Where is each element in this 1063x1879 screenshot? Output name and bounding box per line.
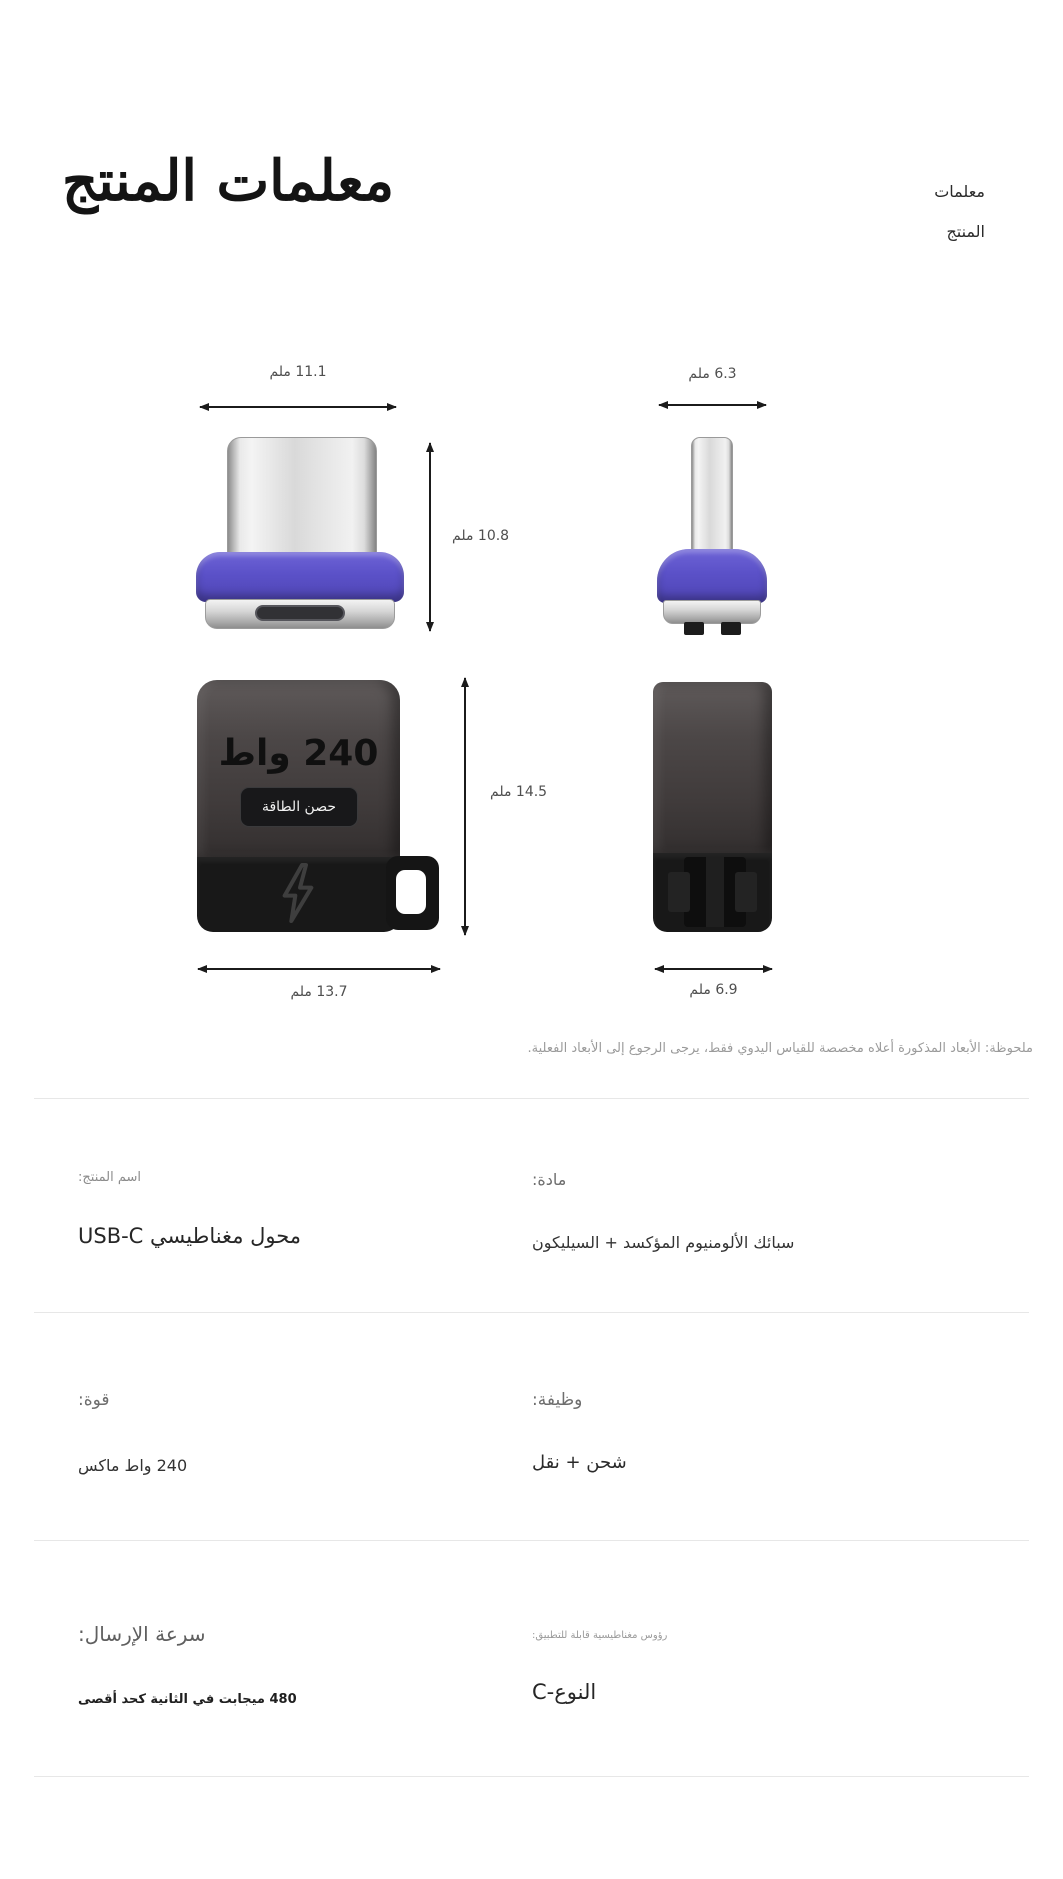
adapter-side-connector-tab-left	[668, 872, 690, 912]
plug-height-dim-label: 10.8 ملم	[452, 528, 510, 544]
spec-value-transfer-speed: 480 ميجابت في الثانية كحد أقصى	[78, 1692, 297, 1707]
page-subtitle-line1: معلمات	[934, 182, 985, 201]
spec-label-magnetic-heads: رؤوس مغناطيسية قابلة للتطبيق:	[532, 1630, 668, 1641]
spec-label-product-name: اسم المنتج:	[78, 1170, 141, 1185]
divider-1	[34, 1098, 1029, 1099]
plug-side-width-arrow-icon	[659, 404, 766, 406]
plug-width-arrow-icon	[200, 406, 396, 408]
divider-4	[34, 1776, 1029, 1777]
spec-label-power: قوة:	[78, 1390, 110, 1410]
plug-front-silicone-base	[196, 552, 404, 602]
plug-side-silicone-base	[657, 549, 767, 603]
spec-label-function: وظيفة:	[532, 1390, 583, 1410]
adapter-side-width-arrow-icon	[655, 968, 772, 970]
plug-front-port-slot	[255, 605, 345, 621]
spec-value-function: شحن + نقل	[532, 1452, 627, 1473]
adapter-wattage-text: 240 واط	[218, 733, 379, 774]
adapter-side-width-dim-label: 6.9 ملم	[689, 982, 738, 998]
dimension-note: ملحوظة: الأبعاد المذكورة أعلاه مخصصة للقياس اليدوي فقط، يرجى الرجوع إلى الأبعاد الفعلية.	[527, 1041, 1033, 1056]
spec-value-magnetic-heads: النوع-C	[532, 1680, 597, 1704]
adapter-side-connector-center	[706, 857, 724, 927]
page-subtitle	[934, 172, 985, 252]
page-title: معلمات المنتج	[62, 148, 395, 214]
spec-label-material: مادة:	[532, 1170, 567, 1189]
plug-side-base-plate	[663, 600, 761, 624]
plug-width-dim-label: 11.1 ملم	[269, 364, 327, 380]
adapter-power-badge: حصن الطاقة	[240, 787, 358, 827]
plug-side-metal-pin	[691, 437, 733, 553]
divider-3	[34, 1540, 1029, 1541]
plug-height-arrow-icon	[429, 443, 431, 631]
page-subtitle-line2: المنتج	[946, 222, 985, 241]
adapter-side-connector-tab-right	[735, 872, 757, 912]
adapter-keychain-hole	[396, 870, 426, 914]
spec-value-product-name: محول مغناطيسي USB-C	[78, 1224, 302, 1248]
adapter-width-arrow-icon	[198, 968, 440, 970]
adapter-width-dim-label: 13.7 ملم	[290, 984, 348, 1000]
spec-label-transfer-speed: سرعة الإرسال:	[78, 1622, 206, 1646]
spec-value-power: 240 واط ماكس	[78, 1456, 188, 1475]
adapter-side-body	[653, 682, 772, 853]
lightning-bolt-icon	[278, 861, 318, 925]
plug-side-foot-right	[721, 622, 741, 635]
plug-front-metal-shell	[227, 437, 377, 558]
divider-2	[34, 1312, 1029, 1313]
adapter-height-arrow-icon	[464, 678, 466, 935]
plug-side-foot-left	[684, 622, 704, 635]
adapter-height-dim-label: 14.5 ملم	[490, 784, 548, 800]
spec-value-material: سبائك الألومنيوم المؤكسد + السيليكون	[532, 1233, 795, 1252]
plug-side-width-dim-label: 6.3 ملم	[688, 366, 737, 382]
